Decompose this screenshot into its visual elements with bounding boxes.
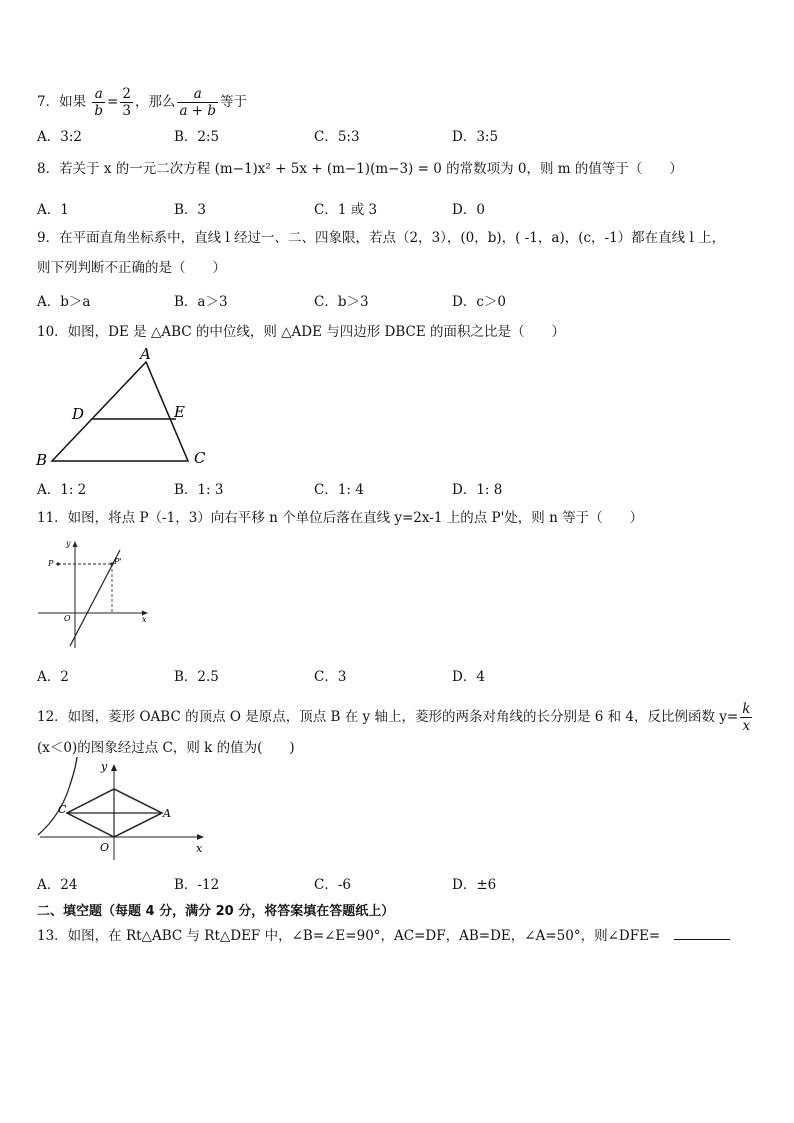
q12-option-b: B．-12 <box>174 877 220 893</box>
q8-option-d: D．0 <box>452 202 485 218</box>
label-origin: O <box>64 614 71 623</box>
q11-option-c: C．3 <box>314 669 347 685</box>
q10-options <box>37 478 737 496</box>
q12-options <box>37 873 737 891</box>
label-e: E <box>174 403 185 421</box>
label-c: C <box>194 449 206 467</box>
section-fill-in-blank-heading: 二、填空题（每题 4 分，满分 20 分，将答案填在答题纸上） <box>37 904 395 919</box>
label-y: y <box>101 760 108 773</box>
q11-option-d: D．4 <box>452 669 485 685</box>
q11-coordinate-figure <box>30 536 160 656</box>
q8-option-c: C．1 或 3 <box>314 202 378 218</box>
q13-text: 13．如图，在 Rt△ABC 与 Rt△DEF 中，∠B=∠E=90°，AC=DF，AB=DE，∠A=50°，则∠DFE= <box>37 928 661 944</box>
label-b: B <box>36 451 48 469</box>
question-11: 11．如图，将点 P（-1，3）向右平移 n 个单位后落在直线 y=2x-1 上的点 P'处，则 n 等于（ ） <box>37 510 644 526</box>
q8-option-b: B．3 <box>174 202 207 218</box>
label-x: x <box>196 842 203 855</box>
q7-prefix: ．如果 <box>45 94 87 110</box>
q7-option-d: D．3:5 <box>452 129 499 145</box>
hyperbola-curve <box>38 757 77 835</box>
q13-answer-blank[interactable] <box>674 925 730 940</box>
q7-option-a: A．3:2 <box>37 129 82 145</box>
q12-option-c: C．-6 <box>314 877 351 893</box>
q10-option-a: A．1: 2 <box>37 482 87 498</box>
x-axis-arrow-icon <box>197 834 204 840</box>
q9-options <box>37 290 737 308</box>
y-axis-arrow-icon <box>111 764 117 771</box>
label-x: x <box>142 615 147 624</box>
q7-option-c: C．5:3 <box>314 129 360 145</box>
label-a: A <box>140 345 151 363</box>
q9-option-a: A．b＞a <box>37 294 91 310</box>
q7-mid: ，那么 <box>134 94 176 110</box>
q12-fraction-k-over-x: $\frac{k}{x}$ <box>742 701 751 734</box>
q8-options <box>37 198 737 216</box>
question-12-line1 <box>37 701 754 734</box>
q9-option-b: B．a＞3 <box>174 294 228 310</box>
question-9-line1: 9．在平面直角坐标系中，直线 l 经过一、二、四象限，若点（2，3），(0，b)，( -1，a)，(c，-1）都在直线 l 上， <box>37 230 726 246</box>
label-d: D <box>72 405 85 423</box>
q11-option-a: A．2 <box>37 669 69 685</box>
q7-fraction-2-over-3: $\frac{2}{3}$ <box>122 86 131 119</box>
q7-fraction-a-over-b: $\frac{a}{b}$ <box>94 86 104 119</box>
q12-rhombus-figure <box>30 755 220 865</box>
question-10: 10．如图，DE 是 △ABC 的中位线，则 △ADE 与四边形 DBCE 的面积之比是（ ） <box>37 324 566 340</box>
label-y: y <box>66 539 71 548</box>
question-12-line2: (x＜0)的图象经过点 C，则 k 的值为( ) <box>37 740 295 756</box>
q9-option-d: D．c＞0 <box>452 294 506 310</box>
q9-option-c: C．b＞3 <box>314 294 369 310</box>
question-13 <box>37 925 730 946</box>
q10-option-d: D．1: 8 <box>452 482 503 498</box>
q7-equals: = <box>107 94 119 110</box>
q7-option-b: B．2:5 <box>174 129 220 145</box>
label-c: C <box>58 803 67 816</box>
q12-option-a: A．24 <box>37 877 78 893</box>
q12-line1-text: 12．如图，菱形 OABC 的顶点 O 是原点，顶点 B 在 y 轴上，菱形的两条对角线的长分别是 6 和 4，反比例函数 y= <box>37 709 739 725</box>
question-9-line2: 则下列判断不正确的是（ ） <box>37 260 226 276</box>
label-a: A <box>163 807 171 820</box>
q7-fraction-a-over-a-plus-b: $\frac{a}{a + b}$ <box>179 86 217 119</box>
q7-suffix: 等于 <box>220 94 248 110</box>
q11-options <box>37 665 737 683</box>
q12-option-d: D．±6 <box>452 877 497 893</box>
label-p: P <box>48 559 54 568</box>
label-p-prime: P' <box>114 557 122 566</box>
point-p <box>56 562 59 565</box>
q7-number: 7 <box>37 94 46 110</box>
question-7 <box>37 86 247 119</box>
y-axis-arrow-icon <box>73 541 78 547</box>
q8-option-a: A．1 <box>37 202 69 218</box>
q10-option-b: B．1: 3 <box>174 482 224 498</box>
label-origin: O <box>100 841 110 854</box>
q7-options <box>37 125 737 143</box>
question-8: 8．若关于 x 的一元二次方程 (m−1)x² + 5x + (m−1)(m−3) = 0 的常数项为 0，则 m 的值等于（ ） <box>37 161 683 177</box>
q10-triangle-figure <box>30 345 220 470</box>
q11-option-b: B．2.5 <box>174 669 219 685</box>
q10-option-c: C．1: 4 <box>314 482 364 498</box>
